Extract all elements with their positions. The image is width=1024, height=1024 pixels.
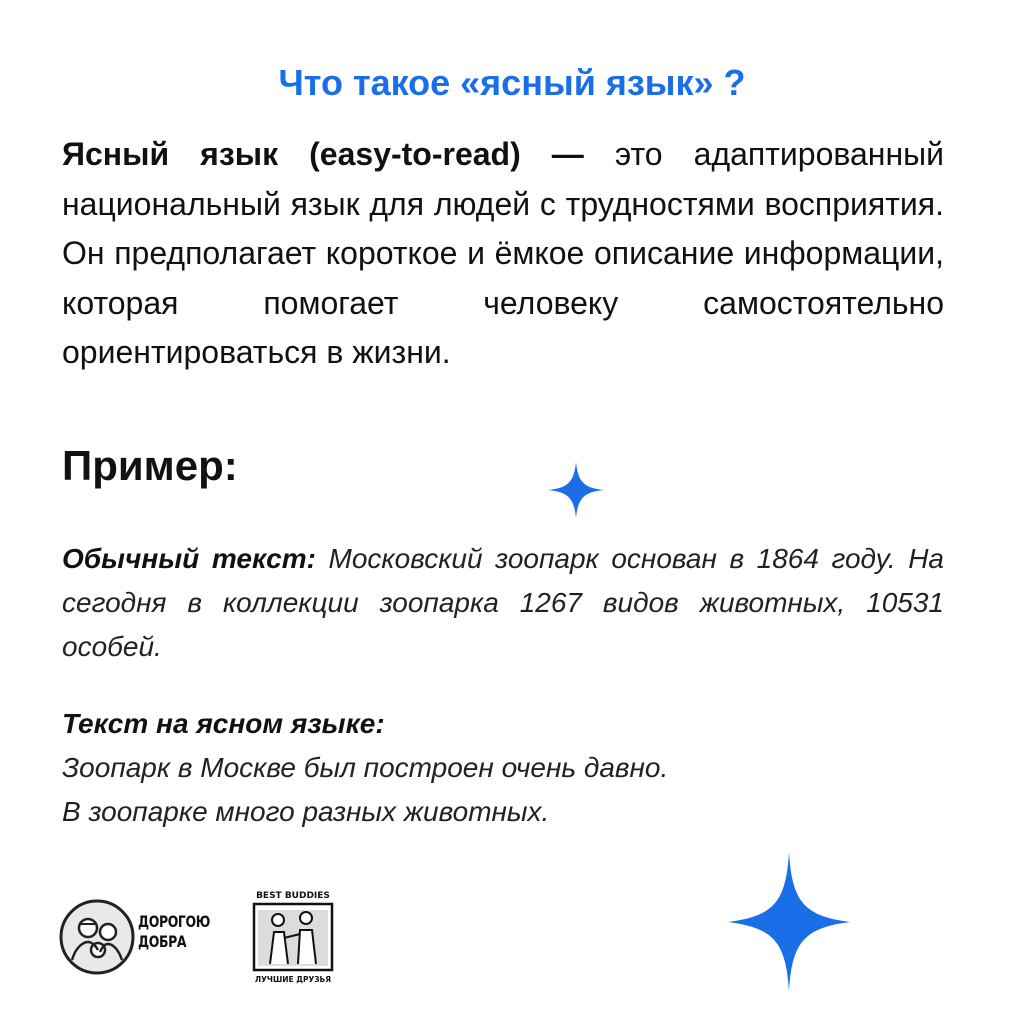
normal-text-label: Обычный текст: xyxy=(62,543,316,574)
best-buddies-top-text: BEST BUDDIES xyxy=(256,891,330,901)
best-buddies-logo xyxy=(248,886,338,986)
example-heading: Пример: xyxy=(62,442,238,489)
easy-text-line: В зоопарке много разных животных. xyxy=(62,796,550,827)
definition-term: Ясный язык (easy-to-read) — xyxy=(62,136,584,172)
dorogoyu-dobra-wordmark: ДОРОГОЮ ДОБРА xyxy=(138,912,210,951)
family-illustration-icon xyxy=(58,898,136,976)
definition-text: это адаптированный национальный язык для людей с трудностями восприятия. Он предполагает короткое и ёмкое описание информации, которая помогает человеку самостоятельно ориентироваться в жизни. xyxy=(62,136,945,370)
definition-paragraph xyxy=(62,130,944,378)
normal-text-paragraph xyxy=(62,537,944,669)
best-buddies-bottom-text: ЛУЧШИЕ ДРУЗЬЯ xyxy=(254,975,332,984)
sparkle-star-icon xyxy=(548,462,604,518)
easy-text-label: Текст на ясном языке: xyxy=(62,708,385,739)
normal-text-body: Московский зоопарк основан в 1864 году. На сегодня в коллекции зоопарка 1267 видов животных, 10531 особей. xyxy=(62,543,944,662)
easy-text-line: Зоопарк в Москве был построен очень давно. xyxy=(62,752,669,783)
dorogoyu-dobra-logo xyxy=(58,898,208,978)
page-title: Что такое «ясный язык» ? xyxy=(278,62,746,103)
sparkle-star-icon xyxy=(728,852,850,992)
